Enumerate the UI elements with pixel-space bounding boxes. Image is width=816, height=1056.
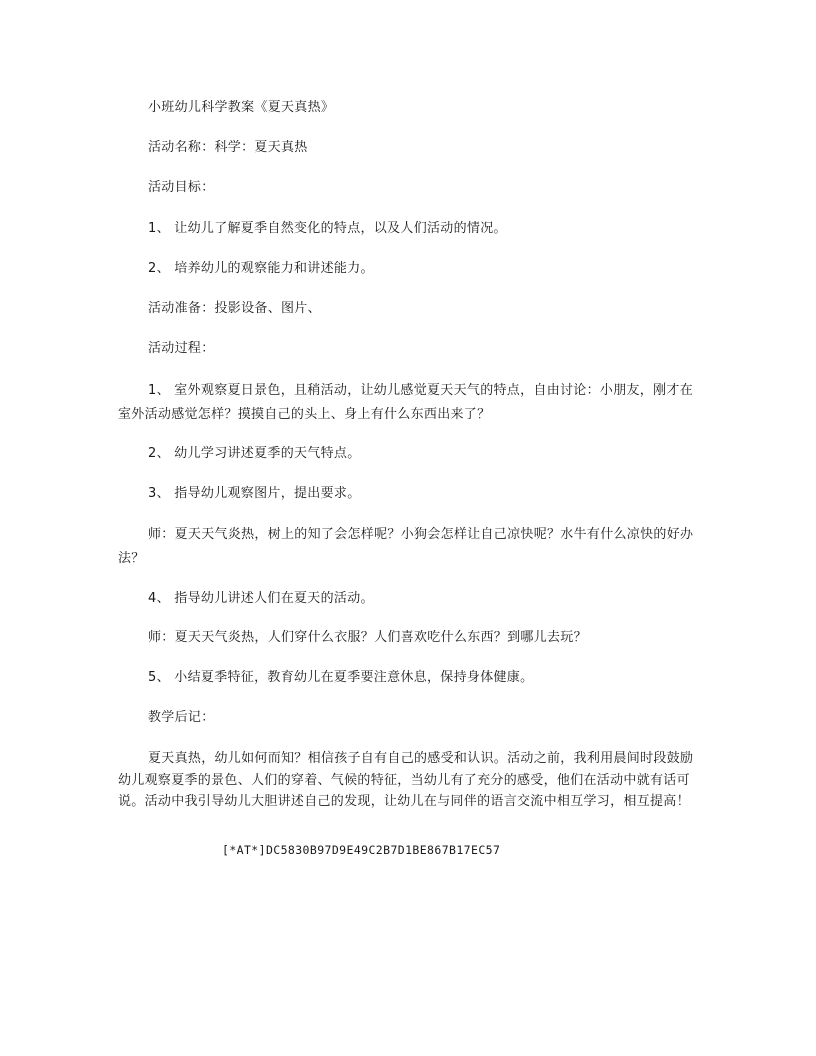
process-step-1: 1、 室外观察夏日景色，且稍活动，让幼儿感觉夏天天气的特点，自由讨论：小朋友，刚才在室外活动感觉怎样？摸摸自己的头上、身上有什么东西出来了？: [118, 383, 694, 422]
document-title: 小班幼儿科学教案《夏天真热》: [148, 100, 335, 115]
process-step-4: 4、 指导幼儿讲述人们在夏天的活动。: [148, 591, 374, 606]
activity-name: 活动名称：科学：夏天真热: [148, 140, 308, 155]
teacher-question-1: 师：夏天天气炎热，树上的知了会怎样呢？小狗会怎样让自己凉快呢？水牛有什么凉快的好办法？: [118, 527, 694, 566]
process-step-3: 3、 指导幼儿观察图片，提出要求。: [148, 486, 361, 501]
process-step-5: 5、 小结夏季特征，教育幼儿在夏季要注意休息，保持身体健康。: [148, 670, 534, 685]
process-heading: 活动过程：: [148, 341, 215, 356]
document-code: [*AT*]DC5830B97D9E49C2B7D1BE867B17EC57: [222, 843, 501, 857]
goals-heading: 活动目标：: [148, 180, 215, 195]
teacher-question-2: 师：夏天天气炎热，人们穿什么衣服？人们喜欢吃什么东西？到哪儿去玩？: [148, 630, 587, 645]
reflection-body: 夏天真热，幼儿如何而知？相信孩子自有自己的感受和认识。活动之前，我利用晨间时段鼓励幼儿观察夏季的景色、人们的穿着、气候的特征，当幼儿有了充分的感受，他们在活动中就有话可说。活动中我引导幼儿大胆讲述自己的发现，让幼儿在与同伴的语言交流中相互学习，相互提高！: [118, 751, 694, 809]
reflection-heading: 教学后记：: [148, 710, 215, 725]
preparation-text: 活动准备：投影设备、图片、: [148, 301, 321, 316]
goal-item-1: 1、 让幼儿了解夏季自然变化的特点，以及人们活动的情况。: [148, 221, 507, 236]
process-step-2: 2、 幼儿学习讲述夏季的天气特点。: [148, 446, 361, 461]
goal-item-2: 2、 培养幼儿的观察能力和讲述能力。: [148, 261, 374, 276]
